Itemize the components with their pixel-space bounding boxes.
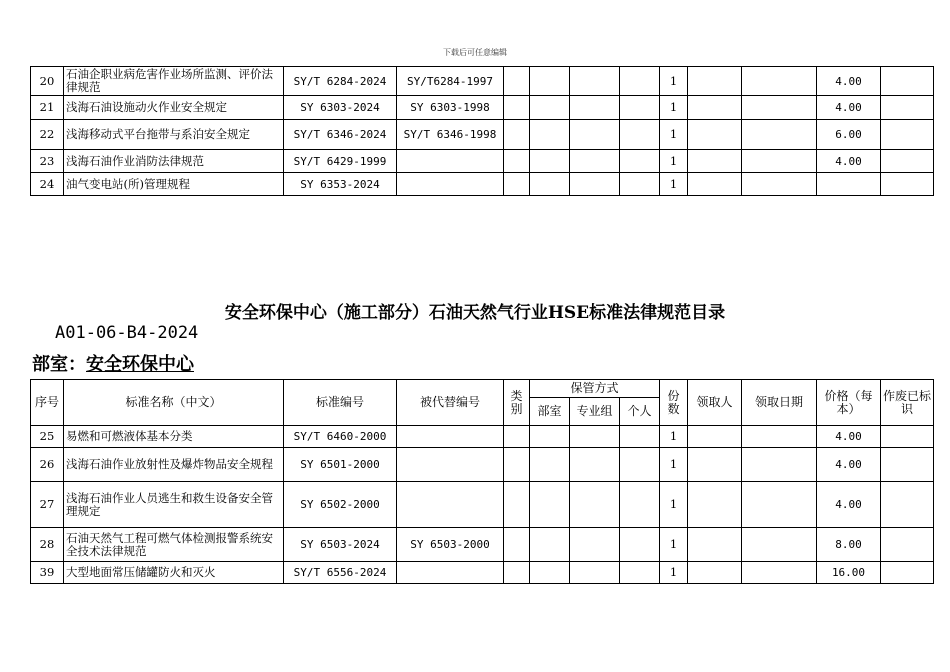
cell-qty: 1 — [660, 173, 688, 196]
watermark-text: 下载后可任意编辑 — [443, 48, 507, 57]
cell-name: 浅海石油作业人员逃生和救生设备安全管理规定 — [64, 482, 284, 528]
cell-keep-person — [620, 120, 660, 150]
cell-keep-group — [570, 562, 620, 584]
cell-category — [504, 562, 530, 584]
cell-void — [881, 120, 934, 150]
cell-std: SY/T 6346-2024 — [284, 120, 397, 150]
cell-void — [881, 528, 934, 562]
cell-category — [504, 67, 530, 96]
cell-price: 4.00 — [817, 96, 881, 120]
cell-replaced — [397, 562, 504, 584]
cell-void — [881, 426, 934, 448]
cell-keep-group — [570, 96, 620, 120]
cell-keep-group — [570, 528, 620, 562]
cell-date — [742, 67, 817, 96]
cell-name: 石油天然气工程可燃气体检测报警系统安全技术法律规范 — [64, 528, 284, 562]
table-row — [31, 426, 934, 448]
header-std: 标准编号 — [284, 380, 397, 426]
cell-std: SY 6303-2024 — [284, 96, 397, 120]
header-keep-group: 专业组 — [570, 398, 620, 426]
cell-receiver — [688, 120, 742, 150]
table-row — [31, 120, 934, 150]
cell-keep-dept — [530, 96, 570, 120]
cell-keep-group — [570, 482, 620, 528]
header-date: 领取日期 — [742, 380, 817, 426]
header-qty: 份数 — [660, 380, 688, 426]
department-label: 部室： — [32, 354, 86, 375]
table-row — [31, 482, 934, 528]
cell-price: 16.00 — [817, 562, 881, 584]
cell-name: 油气变电站(所)管理规程 — [64, 173, 284, 196]
cell-keep-person — [620, 96, 660, 120]
cell-void — [881, 96, 934, 120]
cell-category — [504, 120, 530, 150]
cell-date — [742, 426, 817, 448]
cell-price — [817, 173, 881, 196]
cell-keep-person — [620, 426, 660, 448]
cell-qty: 1 — [660, 528, 688, 562]
cell-replaced — [397, 448, 504, 482]
cell-receiver — [688, 482, 742, 528]
header-name: 标准名称（中文） — [64, 380, 284, 426]
cell-no: 26 — [31, 448, 64, 482]
cell-name: 石油企职业病危害作业场所监测、评价法律规范 — [64, 67, 284, 96]
cell-keep-dept — [530, 448, 570, 482]
cell-price: 4.00 — [817, 150, 881, 173]
cell-no: 39 — [31, 562, 64, 584]
cell-date — [742, 120, 817, 150]
cell-category — [504, 448, 530, 482]
cell-keep-group — [570, 173, 620, 196]
cell-price: 4.00 — [817, 448, 881, 482]
cell-keep-dept — [530, 150, 570, 173]
cell-price: 8.00 — [817, 528, 881, 562]
header-keep-dept: 部室 — [530, 398, 570, 426]
cell-keep-person — [620, 448, 660, 482]
cell-std: SY/T 6284-2024 — [284, 67, 397, 96]
cell-keep-dept — [530, 482, 570, 528]
cell-std: SY 6502-2000 — [284, 482, 397, 528]
header-keep-person: 个人 — [620, 398, 660, 426]
cell-keep-dept — [530, 562, 570, 584]
cell-keep-group — [570, 426, 620, 448]
cell-void — [881, 448, 934, 482]
cell-qty: 1 — [660, 96, 688, 120]
header-category: 类别 — [504, 380, 530, 426]
cell-date — [742, 482, 817, 528]
cell-receiver — [688, 67, 742, 96]
cell-no: 27 — [31, 482, 64, 528]
cell-qty: 1 — [660, 426, 688, 448]
cell-std: SY 6353-2024 — [284, 173, 397, 196]
cell-std: SY/T 6460-2000 — [284, 426, 397, 448]
table-row — [31, 173, 934, 196]
cell-name: 大型地面常压储罐防火和灭火 — [64, 562, 284, 584]
cell-receiver — [688, 96, 742, 120]
cell-replaced: SY/T6284-1997 — [397, 67, 504, 96]
table-row — [31, 528, 934, 562]
cell-name: 浅海石油作业消防法律规范 — [64, 150, 284, 173]
cell-replaced: SY/T 6346-1998 — [397, 120, 504, 150]
cell-price: 6.00 — [817, 120, 881, 150]
cell-name: 浅海移动式平台拖带与系泊安全规定 — [64, 120, 284, 150]
cell-qty: 1 — [660, 448, 688, 482]
cell-keep-dept — [530, 528, 570, 562]
cell-date — [742, 562, 817, 584]
cell-keep-person — [620, 67, 660, 96]
cell-name: 易燃和可燃液体基本分类 — [64, 426, 284, 448]
cell-category — [504, 173, 530, 196]
cell-void — [881, 562, 934, 584]
cell-receiver — [688, 448, 742, 482]
cell-receiver — [688, 173, 742, 196]
cell-price: 4.00 — [817, 482, 881, 528]
cell-no: 20 — [31, 67, 64, 96]
standards-table-top — [30, 66, 934, 196]
cell-category — [504, 96, 530, 120]
cell-replaced — [397, 482, 504, 528]
cell-date — [742, 173, 817, 196]
header-void: 作废已标识 — [881, 380, 934, 426]
cell-date — [742, 448, 817, 482]
cell-keep-group — [570, 448, 620, 482]
cell-keep-person — [620, 173, 660, 196]
document-code: A01-06-B4-2024 — [55, 323, 199, 343]
cell-void — [881, 173, 934, 196]
header-keep-method: 保管方式 — [530, 380, 660, 398]
header-price: 价格（每本） — [817, 380, 881, 426]
header-receiver: 领取人 — [688, 380, 742, 426]
cell-std: SY 6503-2024 — [284, 528, 397, 562]
cell-void — [881, 482, 934, 528]
cell-no: 22 — [31, 120, 64, 150]
cell-name: 浅海石油作业放射性及爆炸物品安全规程 — [64, 448, 284, 482]
cell-receiver — [688, 562, 742, 584]
cell-qty: 1 — [660, 120, 688, 150]
cell-qty: 1 — [660, 482, 688, 528]
department-name: 安全环保中心 — [86, 354, 194, 375]
cell-replaced — [397, 426, 504, 448]
header-no: 序号 — [31, 380, 64, 426]
cell-keep-person — [620, 528, 660, 562]
standards-table-bottom — [30, 379, 934, 584]
cell-keep-group — [570, 120, 620, 150]
cell-replaced — [397, 173, 504, 196]
cell-name: 浅海石油设施动火作业安全规定 — [64, 96, 284, 120]
cell-receiver — [688, 150, 742, 173]
cell-date — [742, 150, 817, 173]
cell-no: 24 — [31, 173, 64, 196]
table-row — [31, 150, 934, 173]
cell-category — [504, 150, 530, 173]
cell-void — [881, 67, 934, 96]
cell-no: 25 — [31, 426, 64, 448]
cell-receiver — [688, 426, 742, 448]
cell-keep-dept — [530, 426, 570, 448]
cell-keep-dept — [530, 173, 570, 196]
cell-category — [504, 482, 530, 528]
cell-replaced: SY 6303-1998 — [397, 96, 504, 120]
cell-keep-dept — [530, 67, 570, 96]
table-row — [31, 67, 934, 96]
cell-price: 4.00 — [817, 426, 881, 448]
cell-qty: 1 — [660, 67, 688, 96]
cell-keep-group — [570, 150, 620, 173]
cell-keep-group — [570, 67, 620, 96]
cell-keep-person — [620, 482, 660, 528]
cell-qty: 1 — [660, 150, 688, 173]
cell-keep-person — [620, 562, 660, 584]
cell-replaced — [397, 150, 504, 173]
cell-keep-dept — [530, 120, 570, 150]
table-row — [31, 96, 934, 120]
page-title: 安全环保中心（施工部分）石油天然气行业HSE标准法律规范目录 — [224, 303, 726, 323]
cell-receiver — [688, 528, 742, 562]
cell-std: SY 6501-2000 — [284, 448, 397, 482]
cell-no: 23 — [31, 150, 64, 173]
department-line — [32, 350, 194, 376]
cell-date — [742, 528, 817, 562]
cell-no: 21 — [31, 96, 64, 120]
header-replaced: 被代替编号 — [397, 380, 504, 426]
cell-no: 28 — [31, 528, 64, 562]
cell-keep-person — [620, 150, 660, 173]
cell-price: 4.00 — [817, 67, 881, 96]
table-row — [31, 448, 934, 482]
cell-replaced: SY 6503-2000 — [397, 528, 504, 562]
cell-category — [504, 426, 530, 448]
table-row — [31, 562, 934, 584]
cell-void — [881, 150, 934, 173]
cell-qty: 1 — [660, 562, 688, 584]
cell-date — [742, 96, 817, 120]
cell-std: SY/T 6556-2024 — [284, 562, 397, 584]
cell-category — [504, 528, 530, 562]
cell-std: SY/T 6429-1999 — [284, 150, 397, 173]
